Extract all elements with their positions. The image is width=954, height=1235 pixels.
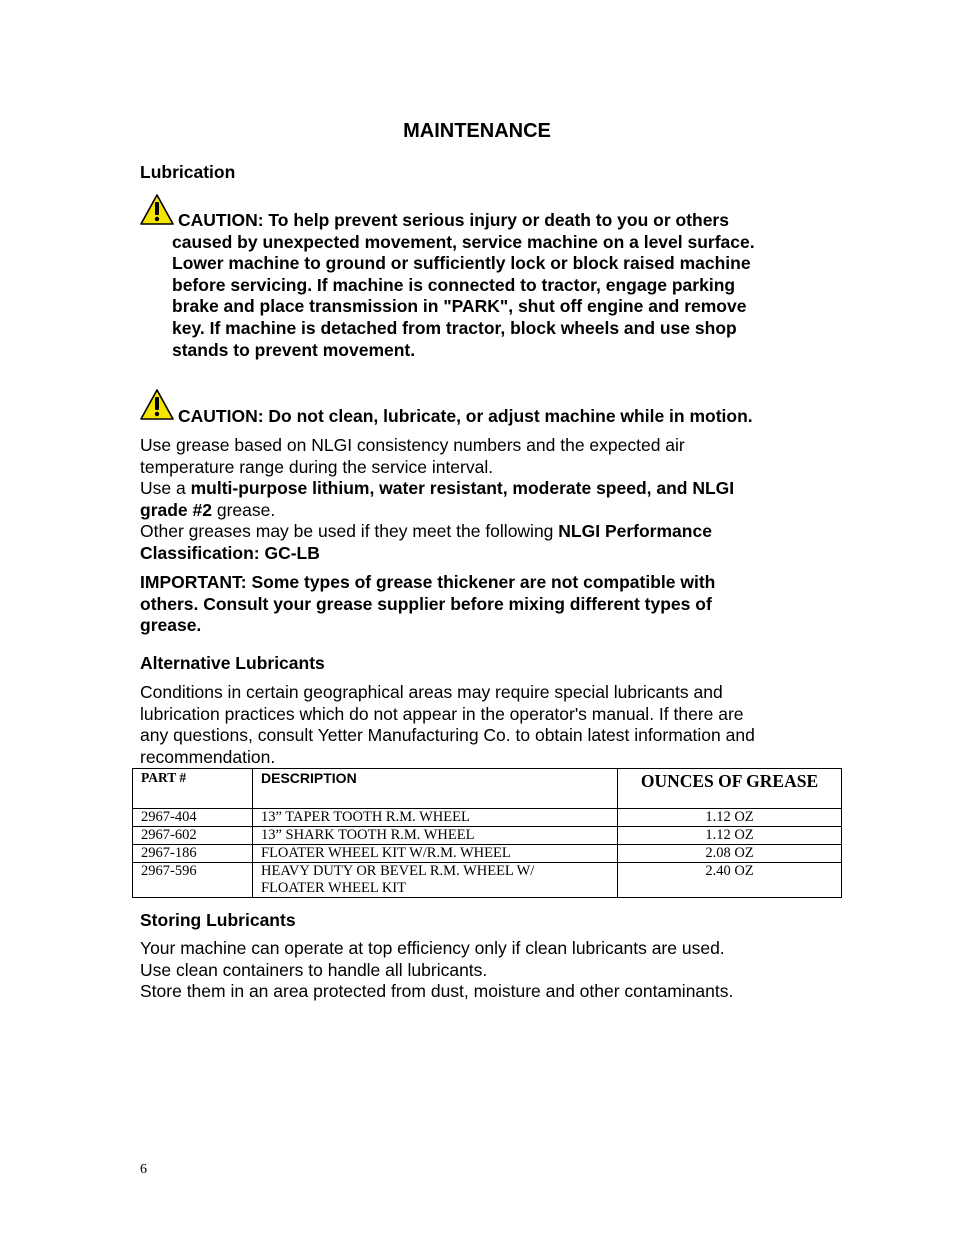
part-cell: 2967-186 (133, 845, 253, 863)
description-line: FLOATER WHEEL KIT (261, 880, 406, 896)
warning-triangle-icon (140, 389, 174, 421)
bold-text-run: multi-purpose lithium, water resistant, moderate speed, and NLGI (190, 478, 735, 499)
important-line: others. Consult your grease supplier before mixing different types of (140, 593, 712, 614)
storing-paragraph (140, 938, 840, 1003)
warning-triangle-icon (140, 194, 174, 226)
caution-line: CAUTION: To help prevent serious injury or death to you or others (178, 210, 729, 230)
paragraph-line (140, 521, 820, 543)
column-header-description: DESCRIPTION (253, 769, 618, 809)
table-row (133, 845, 842, 863)
ounces-cell: 1.12 OZ (618, 809, 842, 827)
part-cell: 2967-596 (133, 863, 253, 898)
caution-line: key. If machine is detached from tractor, block wheels and use shop (172, 317, 737, 338)
paragraph-line (140, 478, 820, 500)
paragraph-line: Use clean containers to handle all lubricants. (140, 959, 488, 980)
column-header-ounces: OUNCES OF GREASE (618, 769, 842, 809)
text-run: Use a (140, 478, 191, 499)
bold-text-run: NLGI Performance (558, 521, 712, 542)
description-cell (253, 863, 618, 898)
alternative-lubricants-heading: Alternative Lubricants (140, 653, 325, 673)
ounces-cell: 2.08 OZ (618, 845, 842, 863)
column-header-part: PART # (133, 769, 253, 809)
paragraph-line (140, 500, 820, 522)
alternative-paragraph (140, 682, 840, 768)
ounces-cell: 1.12 OZ (618, 827, 842, 845)
paragraph-line: recommendation. (140, 746, 276, 767)
paragraph-line: lubrication practices which do not appear in the operator's manual. If there are (140, 703, 744, 724)
paragraph-line: Conditions in certain geographical areas may require special lubricants and (140, 682, 723, 702)
caution-text-2: CAUTION: Do not clean, lubricate, or adjust machine while in motion. (178, 406, 753, 426)
page-number: 6 (140, 1162, 147, 1177)
paragraph-line: temperature range during the service interval. (140, 456, 494, 477)
paragraph-line: Your machine can operate at top efficiency only if clean lubricants are used. (140, 938, 725, 958)
ounces-cell: 2.40 OZ (618, 863, 842, 898)
grease-paragraph (140, 435, 820, 565)
description-cell: 13” SHARK TOOTH R.M. WHEEL (253, 827, 618, 845)
page-title: MAINTENANCE (403, 120, 551, 142)
paragraph-line: Use grease based on NLGI consistency numbers and the expected air (140, 435, 685, 455)
description-cell: 13” TAPER TOOTH R.M. WHEEL (253, 809, 618, 827)
caution-line: before servicing. If machine is connected to tractor, engage parking (172, 274, 736, 295)
caution-line: caused by unexpected movement, service machine on a level surface. (172, 231, 755, 252)
text-run: Other greases may be used if they meet the following (140, 521, 559, 542)
table-row (133, 863, 842, 898)
text-run: grease. (211, 499, 276, 520)
description-cell: FLOATER WHEEL KIT W/R.M. WHEEL (253, 845, 618, 863)
table-header-row (133, 769, 842, 809)
important-line: IMPORTANT: Some types of grease thickener are not compatible with (140, 572, 716, 592)
storing-lubricants-heading: Storing Lubricants (140, 910, 296, 930)
important-line: grease. (140, 615, 202, 636)
table-row (133, 809, 842, 827)
paragraph-line: any questions, consult Yetter Manufacturing Co. to obtain latest information and (140, 725, 755, 746)
part-cell: 2967-602 (133, 827, 253, 845)
paragraph-line: Classification: GC-LB (140, 542, 320, 563)
description-line: HEAVY DUTY OR BEVEL R.M. WHEEL W/ (261, 863, 535, 879)
important-note (140, 572, 840, 637)
caution-line: Lower machine to ground or sufficiently lock or block raised machine (172, 253, 751, 274)
lubrication-heading: Lubrication (140, 162, 236, 182)
paragraph-line: Store them in an area protected from dust, moisture and other contaminants. (140, 981, 734, 1002)
bold-text-run: grade #2 (140, 499, 212, 520)
grease-table (132, 768, 842, 898)
caution-line: stands to prevent movement. (172, 339, 416, 360)
caution-line: brake and place transmission in "PARK", shut off engine and remove (172, 296, 747, 317)
caution-block-1 (172, 210, 822, 361)
table-row (133, 827, 842, 845)
part-cell: 2967-404 (133, 809, 253, 827)
